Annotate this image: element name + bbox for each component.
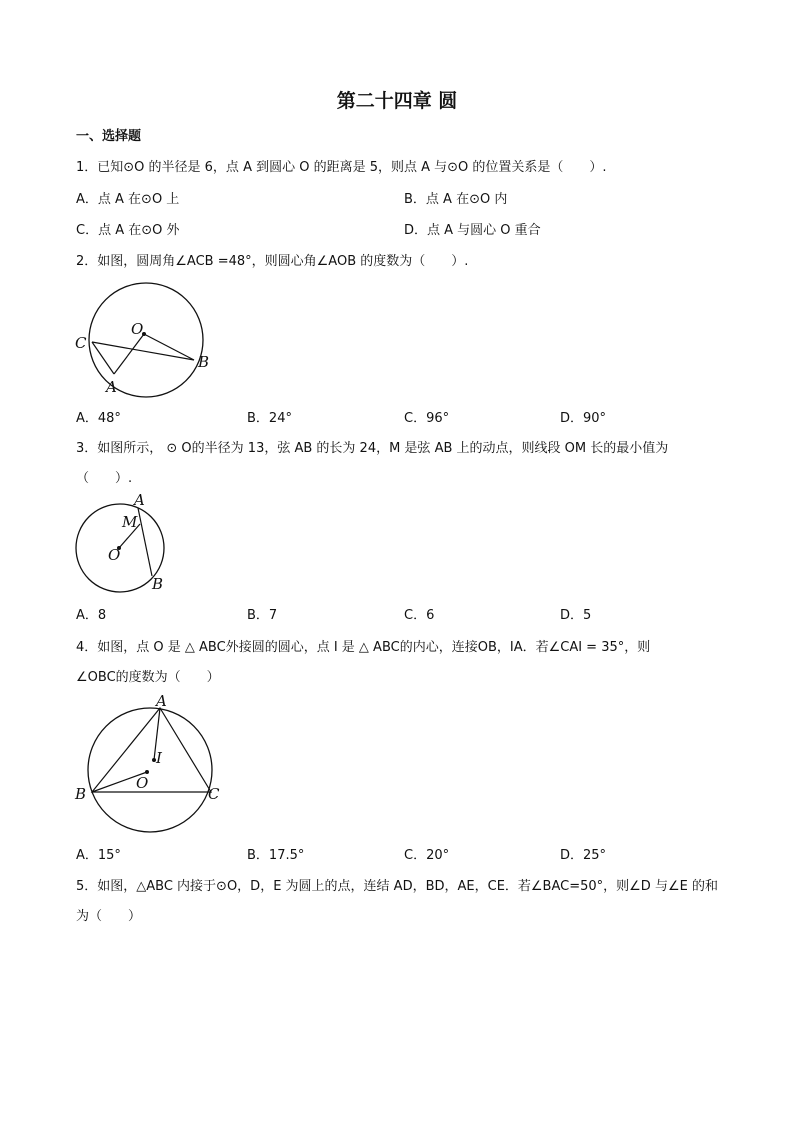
q1-option-a: A．点 A 在⊙O 上: [76, 192, 180, 207]
q2-label-b: B: [198, 353, 210, 371]
q3-label-a: A: [134, 491, 145, 509]
q4-label-o: O: [136, 774, 149, 792]
question-3-text: 3．如图所示， ⊙ O的半径为 13，弦 AB 的长为 24，M 是弦 AB 上的动点，则线段 OM 长的最小值为: [76, 441, 669, 456]
q2-radius-oa: [114, 334, 144, 374]
q3-circle-figure: [70, 491, 180, 604]
q4-option-c: C．20°: [404, 848, 450, 863]
question-5-text: 5．如图，△ABC 内接于⊙O，D，E 为圆上的点，连结 AD，BD，AE，CE．若∠BAC=50°，则∠D 与∠E 的和: [76, 879, 718, 894]
question-5-text-cont: 为（ ）: [76, 909, 142, 924]
q3-label-b: B: [152, 575, 164, 593]
q3-option-d: D．5: [560, 608, 592, 623]
q2-option-b: B．24°: [247, 411, 292, 426]
q4-option-d: D．25°: [560, 848, 607, 863]
q2-option-d: D．90°: [560, 411, 607, 426]
q4-label-b: B: [75, 785, 87, 803]
q3-label-o: O: [108, 546, 121, 564]
q1-option-c: C．点 A 在⊙O 外: [76, 223, 180, 238]
question-4-text: 4．如图，点 O 是 △ ABC外接圆的圆心，点 I 是 △ ABC的内心，连接OB，IA．若∠CAI = 35°，则: [76, 640, 651, 655]
q1-option-d: D．点 A 与圆心 O 重合: [404, 223, 541, 238]
question-1-text: 1．已知⊙O 的半径是 6，点 A 到圆心 O 的距离是 5，则点 A 与⊙O 的位置关系是（ ）.: [76, 160, 607, 175]
q4-label-c: C: [208, 785, 220, 803]
q4-triangle-abc: [92, 708, 211, 792]
q2-option-c: C．96°: [404, 411, 450, 426]
q4-label-i: I: [156, 749, 162, 767]
q3-label-m: M: [122, 513, 138, 531]
q2-option-a: A．48°: [76, 411, 121, 426]
q4-option-a: A．15°: [76, 848, 121, 863]
q3-chord-ab: [138, 508, 152, 576]
q1-option-b: B．点 A 在⊙O 内: [404, 192, 508, 207]
q4-option-b: B．17.5°: [247, 848, 305, 863]
question-3-text-cont: （ ）.: [76, 471, 133, 486]
q2-label-o: O: [131, 320, 144, 338]
q3-option-c: C．6: [404, 608, 435, 623]
q2-label-a: A: [106, 378, 117, 396]
question-4-text-cont: ∠OBC的度数为（ ）: [76, 670, 220, 685]
q4-circle: [88, 708, 212, 832]
section-heading: 一、选择题: [76, 129, 142, 144]
q2-label-c: C: [75, 334, 87, 352]
question-2-text: 2．如图，圆周角∠ACB =48°，则圆心角∠AOB 的度数为（ ）.: [76, 254, 469, 269]
q4-label-a: A: [156, 692, 167, 710]
q2-circle-figure: [70, 278, 210, 398]
q3-option-a: A．8: [76, 608, 107, 623]
q2-chord-cb: [92, 342, 194, 360]
page-title: 第二十四章 圆: [336, 90, 458, 112]
q3-option-b: B．7: [247, 608, 278, 623]
q2-chord-ca: [92, 342, 114, 374]
q4-circle-figure: [70, 694, 230, 839]
